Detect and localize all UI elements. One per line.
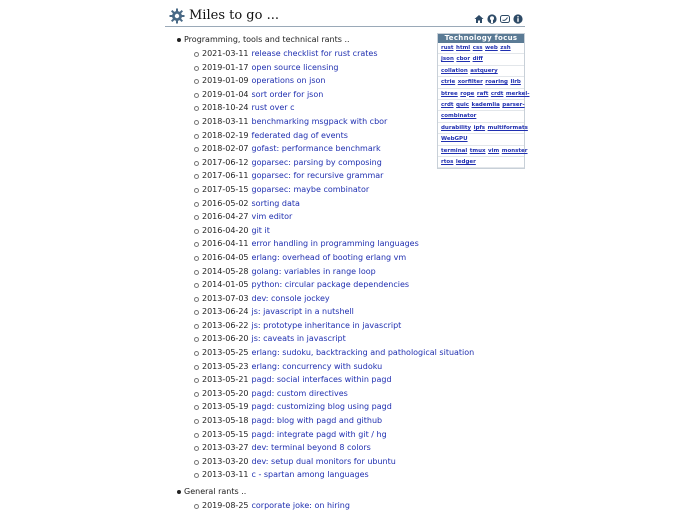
tech-tag-link[interactable]: multiformats [487, 124, 528, 131]
post-link[interactable]: js: javascript in a nutshell [251, 307, 354, 317]
post-date: 2016-05-02 [202, 198, 249, 208]
post-link[interactable]: federated dag of events [251, 130, 348, 140]
post-link[interactable]: python: circular package dependencies [251, 280, 410, 290]
post-date: 2018-02-07 [202, 144, 249, 154]
site-title[interactable]: Miles to go ... [189, 8, 279, 23]
post-item [194, 346, 475, 360]
post-link[interactable]: js: prototype inheritance in javascript [251, 320, 402, 330]
post-item [194, 468, 438, 482]
post-date: 2016-04-20 [202, 225, 249, 235]
tech-tag-link[interactable]: collation [441, 67, 468, 74]
post-item [194, 373, 438, 387]
post-date: 2018-10-24 [202, 103, 249, 113]
post-item [194, 428, 438, 442]
post-link[interactable]: sort order for json [251, 89, 324, 99]
post-date: 2013-05-19 [202, 402, 249, 412]
post-item [194, 101, 438, 115]
tech-tag-link[interactable]: WebGPU [441, 136, 468, 143]
post-item [194, 265, 438, 279]
post-link[interactable]: c - spartan among languages [251, 470, 369, 480]
post-item [194, 400, 438, 414]
post-item [194, 237, 438, 251]
post-link[interactable]: dev: console jockey [251, 293, 330, 303]
tech-tag-link[interactable]: combinator [441, 113, 477, 120]
tech-tag-link[interactable]: btree [441, 90, 458, 97]
tech-tag-link[interactable]: rope [460, 90, 475, 97]
nav-icons [474, 9, 523, 19]
post-item [194, 197, 438, 211]
post-item [194, 292, 438, 306]
post-link[interactable]: js: caveats in javascript [251, 334, 346, 344]
tech-tag-link[interactable]: quic [456, 102, 470, 109]
post-item [194, 414, 438, 428]
tech-tag-link[interactable]: parser- [502, 102, 525, 109]
post-item [194, 332, 438, 346]
post-link[interactable]: git it [251, 225, 270, 235]
tech-row [438, 54, 524, 65]
tech-tag-link[interactable]: html [456, 45, 471, 51]
post-link[interactable]: goparsec: for recursive grammar [251, 171, 384, 181]
post-date: 2013-05-15 [202, 429, 249, 439]
tech-tag-link[interactable]: css [472, 45, 483, 51]
post-date: 2021-03-11 [202, 49, 249, 58]
tech-row [438, 66, 524, 77]
tech-tag-link[interactable]: crdt [490, 90, 504, 97]
tech-tag-link[interactable]: web [485, 45, 498, 51]
technology-focus-title: Technology focus [438, 34, 524, 43]
tech-tag-link[interactable]: roaring [485, 79, 508, 86]
post-list [176, 499, 438, 513]
post-item [194, 441, 438, 455]
tech-tag-link[interactable]: diff [472, 56, 483, 63]
tech-row [438, 100, 524, 111]
twitter-icon[interactable] [500, 9, 510, 19]
tech-row [438, 43, 524, 54]
post-date: 2017-06-12 [202, 157, 249, 167]
post-link[interactable]: golang: variables in range loop [251, 266, 376, 276]
post-item [194, 88, 438, 102]
tech-row [438, 77, 524, 88]
post-date: 2018-02-19 [202, 130, 249, 140]
post-date: 2013-05-23 [202, 361, 249, 371]
post-link[interactable]: goparsec: maybe combinator [251, 184, 370, 194]
tech-tag-link[interactable]: vim [488, 147, 500, 154]
tech-tag-link[interactable]: json [441, 56, 454, 63]
post-item [194, 251, 438, 265]
post-link[interactable]: pagd: integrate pagd with git / hg [251, 429, 387, 439]
section-title: General rants .. [176, 486, 438, 499]
tech-tag-link[interactable]: cbor [456, 56, 471, 63]
post-link[interactable]: open source licensing [251, 62, 339, 72]
post-link[interactable]: gofast: performance benchmark [251, 144, 381, 154]
gear-logo-icon[interactable] [169, 8, 185, 24]
post-link[interactable]: pagd: custom directives [251, 388, 348, 398]
tech-tag-link[interactable]: crdt [441, 102, 454, 109]
post-item [194, 455, 438, 469]
section-title: Programming, tools and technical rants .. [176, 34, 438, 47]
github-icon[interactable] [487, 9, 497, 19]
post-date: 2013-05-18 [202, 416, 249, 426]
post-item [194, 156, 438, 170]
post-link[interactable]: corporate joke: on hiring [251, 501, 350, 510]
post-item [194, 183, 438, 197]
tech-row [438, 157, 524, 168]
post-link[interactable]: vim editor [251, 212, 293, 222]
post-item [194, 278, 438, 292]
post-date: 2013-07-03 [202, 293, 249, 303]
post-date: 2013-06-20 [202, 334, 249, 344]
post-date: 2019-01-09 [202, 76, 249, 86]
post-date: 2013-05-21 [202, 375, 249, 385]
tech-tag-link[interactable]: raft [476, 90, 489, 97]
post-item [194, 499, 438, 513]
post-date: 2019-01-17 [202, 62, 249, 72]
post-date: 2013-05-25 [202, 348, 249, 358]
post-link[interactable]: pagd: blog with pagd and github [251, 416, 383, 426]
post-link[interactable]: rust over c [251, 103, 295, 113]
post-link[interactable]: sorting data [251, 198, 300, 208]
post-link[interactable]: erlang: concurrency with sudoku [251, 361, 383, 371]
post-item [194, 224, 438, 238]
post-item [194, 74, 438, 88]
post-link[interactable]: error handling in programming languages [251, 239, 419, 249]
tech-tag-link[interactable]: llrb [510, 79, 521, 86]
post-date: 2019-01-04 [202, 89, 249, 99]
post-item [194, 115, 438, 129]
tech-tag-link[interactable]: xorfilter [457, 79, 483, 86]
tech-tag-link[interactable]: tmux [469, 147, 486, 154]
tech-tag-link[interactable]: merkel- [505, 90, 530, 97]
tech-tag-link[interactable]: astquery [470, 67, 498, 74]
post-item [194, 387, 438, 401]
home-icon[interactable] [474, 9, 484, 19]
post-item [194, 360, 438, 374]
post-item [194, 61, 438, 75]
post-date: 2016-04-11 [202, 239, 249, 249]
tech-tag-link[interactable]: rtos [441, 159, 454, 166]
post-item [194, 210, 438, 224]
section [176, 486, 438, 513]
post-date: 2013-06-24 [202, 307, 249, 317]
post-date: 2016-04-05 [202, 252, 249, 262]
tech-row [438, 134, 524, 145]
post-item [194, 47, 438, 61]
post-link[interactable]: pagd: social interfaces within pagd [251, 375, 392, 385]
tech-row [438, 111, 524, 122]
post-item [194, 142, 438, 156]
post-date: 2013-06-22 [202, 320, 249, 330]
tech-tag-link[interactable]: monster [501, 147, 528, 154]
post-date: 2013-05-20 [202, 388, 249, 398]
post-date: 2017-06-11 [202, 171, 249, 181]
tech-row [438, 146, 528, 157]
post-link[interactable]: goparsec: parsing by composing [251, 157, 382, 167]
tech-row [438, 89, 530, 100]
post-link[interactable]: erlang: overhead of booting erlang vm [251, 252, 407, 262]
tech-tag-link[interactable]: durability [441, 124, 472, 131]
tech-tag-link[interactable]: ipfs [473, 124, 486, 131]
post-date: 2014-05-28 [202, 266, 249, 276]
tech-tag-link[interactable]: ctrie [441, 79, 456, 86]
post-item [194, 319, 438, 333]
tech-tag-link[interactable]: rust [441, 45, 454, 51]
post-item [194, 169, 438, 183]
post-item [194, 305, 438, 319]
post-date: 2017-05-15 [202, 184, 249, 194]
info-icon[interactable] [513, 9, 523, 19]
post-date: 2016-04-27 [202, 212, 249, 222]
post-date: 2013-03-11 [202, 470, 249, 480]
post-link[interactable]: pagd: customizing blog using pagd [251, 402, 392, 412]
technology-tag-list [438, 43, 530, 168]
post-link[interactable]: dev: setup dual monitors for ubuntu [251, 456, 396, 466]
post-link[interactable]: benchmarking msgpack with cbor [251, 116, 388, 126]
post-link[interactable]: dev: terminal beyond 8 colors [251, 443, 371, 453]
post-link[interactable]: operations on json [251, 76, 326, 86]
technology-focus-box [437, 33, 530, 169]
tech-row [438, 123, 528, 134]
post-date: 2019-08-25 [202, 501, 249, 510]
tech-tag-link[interactable]: kademlia [471, 102, 500, 109]
post-item [194, 129, 438, 143]
tech-tag-link[interactable]: terminal [441, 147, 468, 154]
post-date: 2018-03-11 [202, 116, 249, 126]
tech-tag-link[interactable]: ledger [455, 159, 476, 166]
site-header [165, 6, 525, 27]
post-date: 2013-03-27 [202, 443, 249, 453]
post-date: 2013-03-20 [202, 456, 249, 466]
tech-tag-link[interactable]: zsh [500, 45, 511, 51]
post-date: 2014-01-05 [202, 280, 249, 290]
post-link[interactable]: erlang: sudoku, backtracking and pathological situation [251, 348, 475, 358]
post-link[interactable]: release checklist for rust crates [251, 49, 378, 58]
